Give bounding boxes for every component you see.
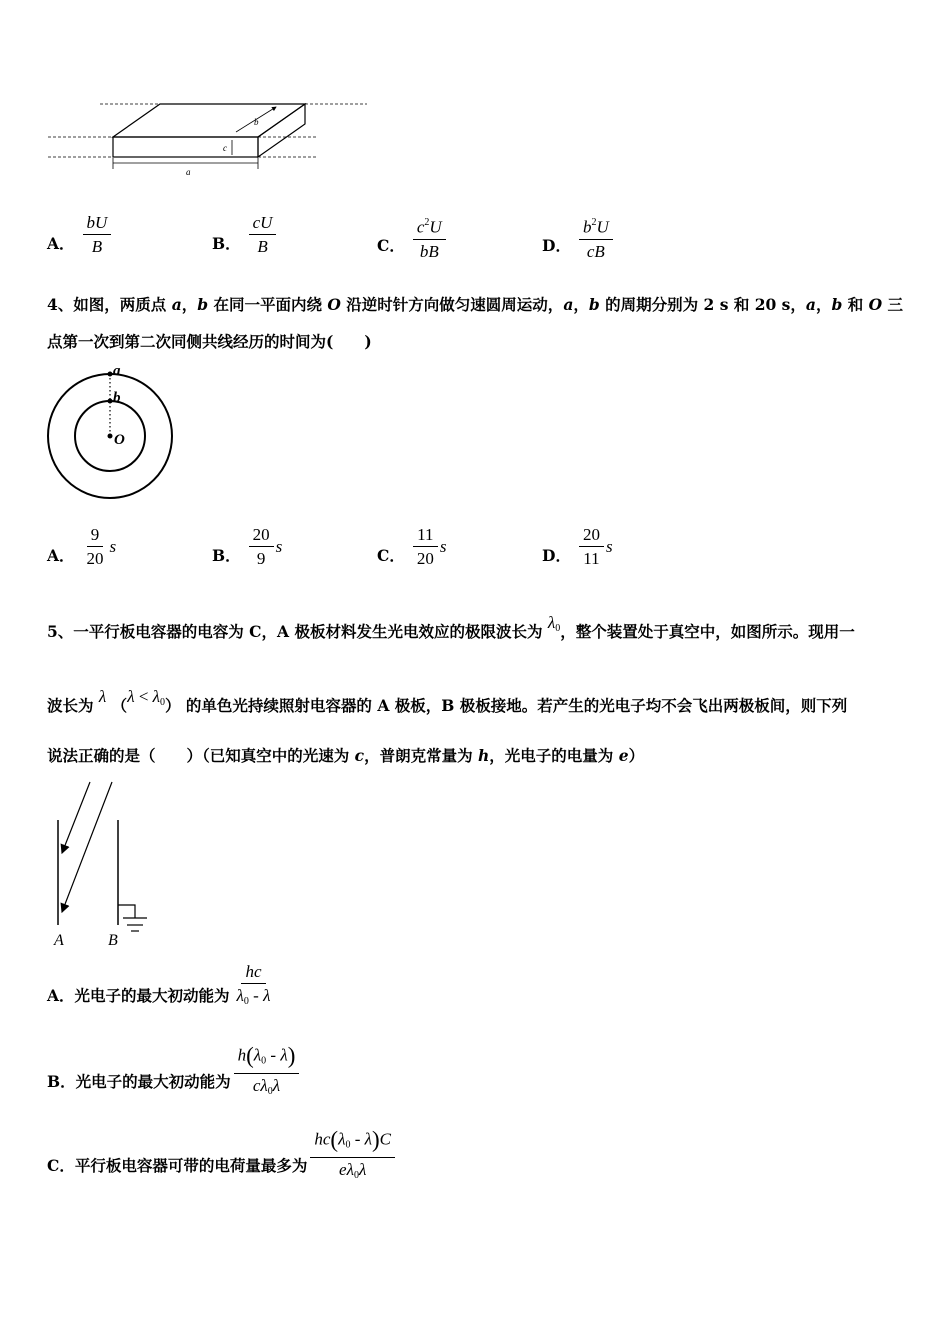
- text-segment: 9: [90, 525, 100, 544]
- circular-orbits-figure: [40, 360, 180, 505]
- label-a: a: [113, 363, 121, 379]
- q3-option-b: [212, 212, 276, 257]
- fraction: [249, 524, 274, 569]
- math-symbol: 0: [555, 623, 561, 634]
- math-symbol: B: [257, 237, 268, 256]
- label-c: c: [223, 143, 227, 153]
- q5-option-c: [47, 1128, 395, 1186]
- math-symbol: e: [618, 746, 629, 765]
- math-symbol: U: [429, 217, 442, 237]
- point-a: [108, 372, 113, 377]
- capacitor-figure: [40, 775, 160, 950]
- math-symbol: λ: [263, 986, 271, 1005]
- q4-option-b: [212, 524, 282, 569]
- fraction-denominator: [583, 240, 609, 262]
- math-symbol: b: [588, 295, 600, 314]
- fraction-denominator: [83, 547, 108, 569]
- fraction-denominator: [413, 547, 438, 569]
- math-symbol: hc: [314, 1129, 331, 1149]
- fraction: [310, 1128, 395, 1186]
- text-segment: ，: [815, 295, 832, 314]
- math-symbol: c: [252, 1075, 261, 1095]
- fraction: [83, 212, 112, 257]
- text-segment: 点第一次到第二次同侧共线经历的时间为( ): [47, 332, 372, 351]
- text-segment: ） 的单色光持续照射电容器的 A 极板，B 极板接地。若产生的光电子均不会飞出两极板间，则下列: [165, 696, 848, 715]
- text-segment: 20: [416, 549, 434, 568]
- ground-wire: [118, 905, 135, 918]
- unit-label: s: [109, 536, 117, 556]
- math-symbol: 0: [261, 1055, 267, 1067]
- text-segment: -: [248, 986, 264, 1005]
- q3-option-c: [377, 212, 446, 262]
- math-symbol: b: [831, 295, 843, 314]
- text-segment: 11: [583, 549, 600, 568]
- text-segment: 5、一平行板电容器的电容为 C，A 极板材料发生光电效应的极限波长为: [47, 622, 548, 641]
- fraction: [579, 212, 613, 262]
- math-symbol: (: [246, 1043, 254, 1068]
- q3-option-d: [542, 212, 613, 262]
- unit-label: s: [439, 536, 447, 556]
- math-symbol: U: [596, 217, 609, 237]
- math-symbol: <: [134, 687, 153, 706]
- option-label: D．: [542, 545, 571, 565]
- math-symbol: c: [416, 217, 425, 237]
- fraction-numerator: [249, 212, 277, 235]
- fraction-numerator: [234, 1044, 300, 1074]
- math-symbol: λ: [253, 1045, 262, 1065]
- q4-option-c: [377, 524, 446, 569]
- q5-option-a: [47, 961, 274, 1012]
- option-label: B．: [212, 233, 241, 253]
- point-b: [108, 399, 113, 404]
- math-symbol: 2: [591, 217, 597, 228]
- text-segment: ）: [628, 746, 645, 765]
- fraction-denominator: [88, 235, 106, 257]
- fraction-denominator: [253, 547, 270, 569]
- math-symbol: c: [354, 746, 365, 765]
- label-b: b: [113, 390, 121, 406]
- fraction-denominator: [579, 547, 603, 569]
- math-symbol: cU: [252, 213, 273, 232]
- text-segment: 说法正确的是（ ）（已知真空中的光速为: [47, 746, 355, 765]
- q4-option-d: [542, 524, 613, 569]
- math-symbol: hc: [245, 962, 262, 981]
- math-symbol: C: [379, 1129, 391, 1149]
- option-label: C．: [377, 235, 405, 255]
- text-segment: -: [266, 1045, 281, 1065]
- label-b: b: [254, 117, 259, 127]
- label-a: a: [186, 167, 191, 177]
- fraction-denominator: [249, 1074, 284, 1102]
- math-symbol: bU: [86, 213, 108, 232]
- math-symbol: B: [91, 237, 103, 256]
- fraction-denominator: [335, 1158, 370, 1186]
- unit-label: s: [605, 536, 613, 556]
- math-symbol: λ: [358, 1159, 367, 1179]
- fraction-numerator: [579, 524, 604, 547]
- math-symbol: λ: [547, 613, 556, 632]
- slab-front-face: [113, 137, 258, 157]
- fraction-denominator: [253, 235, 271, 257]
- q5-text-line-2: [47, 687, 932, 722]
- text-segment: ，光电子的电量为: [489, 746, 619, 765]
- math-symbol: O: [327, 295, 341, 314]
- math-symbol: ): [371, 1127, 380, 1152]
- fraction: [249, 212, 277, 257]
- math-symbol: b: [582, 217, 592, 237]
- math-symbol: b: [197, 295, 209, 314]
- math-symbol: λ: [364, 1129, 372, 1149]
- fraction-numerator: [413, 524, 437, 547]
- unit-label: s: [275, 536, 283, 556]
- option-label: B．: [212, 545, 241, 565]
- text-segment: 三: [882, 295, 904, 314]
- fraction-numerator: [310, 1128, 395, 1158]
- fraction: [413, 524, 438, 569]
- math-symbol: cB: [586, 241, 605, 261]
- label-plate-a: A: [54, 932, 64, 949]
- light-ray-1-arrow: [62, 782, 90, 853]
- option-label: A．: [47, 233, 75, 253]
- text-segment: ，: [181, 295, 198, 314]
- math-symbol: ): [287, 1043, 296, 1068]
- text-segment: 在同一平面内绕: [208, 295, 328, 314]
- option-label: C．: [377, 545, 405, 565]
- text-segment: 20: [86, 549, 104, 568]
- q4-option-a: [47, 524, 116, 569]
- math-symbol: 0: [353, 1169, 359, 1181]
- text-segment: 波长为: [47, 696, 99, 715]
- text-segment: 沿逆时针方向做匀速圆周运动，: [340, 295, 564, 314]
- math-symbol: λ: [338, 1129, 346, 1149]
- q5-text-line-1: [47, 613, 932, 648]
- fraction: [83, 524, 108, 569]
- option-label: A．: [47, 545, 75, 565]
- math-symbol: λ: [260, 1075, 268, 1095]
- math-symbol: λ: [272, 1075, 281, 1095]
- fraction: [233, 961, 275, 1012]
- math-symbol: λ: [346, 1159, 354, 1179]
- option-label: A．光电子的最大初动能为: [47, 985, 230, 1005]
- text-segment: 和: [842, 295, 869, 314]
- text-segment: 9: [256, 549, 266, 568]
- text-segment: 4、如图，两质点: [47, 295, 172, 314]
- text-segment: ，普朗克常量为: [364, 746, 479, 765]
- math-symbol: 0: [243, 996, 249, 1007]
- math-symbol: h: [237, 1045, 247, 1065]
- math-symbol: bB: [419, 241, 439, 261]
- light-ray-2-arrow: [62, 782, 112, 912]
- slab-top-face: [113, 104, 305, 137]
- text-segment: -: [350, 1129, 365, 1149]
- text-segment: 11: [417, 525, 434, 544]
- fraction-denominator: [233, 984, 275, 1012]
- math-symbol: O: [868, 295, 883, 314]
- math-symbol: a: [805, 295, 816, 314]
- math-symbol: λ: [98, 687, 107, 706]
- conductor-slab-figure: [40, 95, 380, 180]
- text-segment: （: [106, 696, 128, 715]
- q4-text-line-2: [47, 332, 932, 352]
- point-o: [108, 434, 113, 439]
- math-symbol: λ: [152, 687, 161, 706]
- label-plate-b: B: [108, 932, 118, 949]
- math-symbol: 0: [160, 697, 166, 708]
- math-symbol: e: [339, 1159, 347, 1179]
- fraction: [579, 524, 604, 569]
- option-label: D．: [542, 235, 571, 255]
- q3-option-a: [47, 212, 111, 257]
- math-symbol: 0: [345, 1139, 351, 1151]
- math-symbol: a: [171, 295, 182, 314]
- slab-right-face: [258, 104, 305, 157]
- math-symbol: 2: [424, 217, 430, 228]
- fraction-numerator: [83, 212, 112, 235]
- q4-text-line-1: [47, 295, 932, 315]
- math-symbol: h: [478, 746, 490, 765]
- option-label: B．光电子的最大初动能为: [47, 1071, 231, 1091]
- text-segment: 20: [252, 525, 270, 544]
- q5-option-b: [47, 1044, 299, 1102]
- fraction-numerator: [413, 212, 446, 240]
- math-symbol: 0: [267, 1085, 273, 1097]
- math-symbol: λ: [127, 687, 135, 706]
- fraction-numerator: [579, 212, 613, 240]
- text-segment: ，整个装置处于真空中，如图所示。现用一: [560, 622, 855, 641]
- math-symbol: λ: [280, 1045, 288, 1065]
- text-segment: 的周期分别为 2 s 和 20 s，: [599, 295, 806, 314]
- fraction-numerator: [249, 524, 274, 547]
- math-symbol: a: [563, 295, 574, 314]
- label-o: O: [114, 432, 125, 448]
- fraction: [234, 1044, 300, 1102]
- text-segment: ，: [573, 295, 589, 314]
- q5-text-line-3: [47, 746, 932, 766]
- fraction-denominator: [416, 240, 443, 262]
- fraction-numerator: [87, 524, 104, 547]
- fraction: [413, 212, 446, 262]
- text-segment: 20: [582, 525, 600, 544]
- option-label: C．平行板电容器可带的电荷量最多为: [47, 1155, 308, 1175]
- fraction-numerator: [241, 961, 265, 984]
- math-symbol: (: [330, 1127, 339, 1152]
- math-symbol: λ: [236, 986, 244, 1005]
